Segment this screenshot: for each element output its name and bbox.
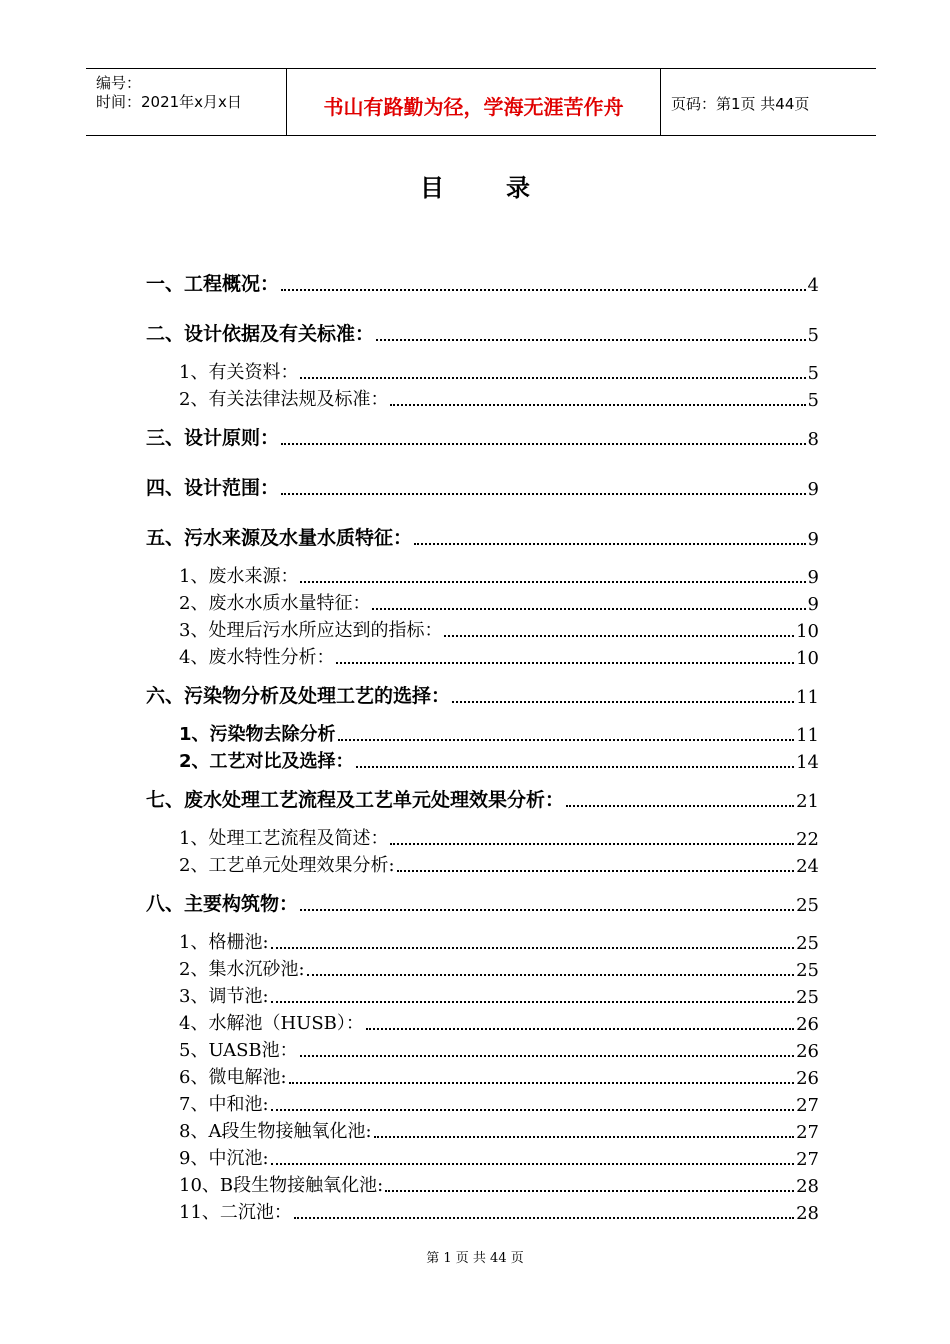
toc-leader (281, 493, 806, 495)
toc-entry[interactable] (179, 616, 819, 642)
toc-entry-label: 2、集水沉砂池: (179, 959, 305, 980)
toc-entry-label: 1、有关资料： (179, 362, 299, 383)
toc-entry-label: 1、格栅池: (179, 932, 269, 953)
toc-entry-page: 5 (807, 390, 819, 411)
toc-entry-page: 24 (796, 856, 819, 877)
toc-entry-label: 11、二沉池： (179, 1202, 292, 1223)
toc-entry[interactable] (179, 1144, 819, 1170)
toc-entry-page: 25 (796, 895, 819, 916)
toc-entry[interactable] (179, 1198, 819, 1224)
document-time-label: 时间：2021年x月x日 (96, 93, 242, 111)
toc-entry-page: 27 (796, 1095, 819, 1116)
toc-leader (300, 1055, 794, 1057)
page-footer: 第 1 页 共 44 页 (426, 1251, 524, 1266)
toc-entry-label: 4、水解池（HUSB）： (179, 1013, 364, 1034)
document-id-label: 编号： (96, 74, 142, 92)
toc-leader (336, 662, 794, 664)
toc-entry[interactable] (146, 524, 819, 550)
toc-entry-page: 10 (796, 648, 819, 669)
toc-entry-page: 27 (796, 1149, 819, 1170)
toc-entry[interactable] (146, 474, 819, 500)
toc-leader (281, 289, 806, 291)
toc-entry-label: 6、微电解池: (179, 1067, 287, 1088)
toc-entry-label: 8、A段生物接触氧化池: (179, 1121, 372, 1142)
toc-entry-page: 25 (796, 960, 819, 981)
toc-entry-label: 3、调节池: (179, 986, 269, 1007)
toc-leader (414, 543, 806, 545)
toc-entry-page: 25 (796, 987, 819, 1008)
toc-leader (376, 339, 806, 341)
toc-entry-label: 四、设计范围： (146, 477, 280, 499)
toc-leader (281, 443, 806, 445)
toc-entry-page: 27 (796, 1122, 819, 1143)
toc-entry[interactable] (179, 1117, 819, 1143)
toc-entry-label: 七、废水处理工艺流程及工艺单元处理效果分析： (146, 789, 565, 811)
toc-entry-label: 5、UASB池： (179, 1040, 298, 1061)
toc-entry-label: 三、设计原则： (146, 427, 280, 449)
toc-entry-label: 八、主要构筑物： (146, 893, 299, 915)
toc-entry[interactable] (179, 1090, 819, 1116)
header-page-info: 页码：第1页 共44页 (671, 95, 810, 113)
toc-entry-label: 7、中和池: (179, 1094, 269, 1115)
toc-entry-page: 25 (796, 933, 819, 954)
header-motto-cell (287, 69, 661, 135)
toc-entry[interactable] (179, 1009, 819, 1035)
toc-entry[interactable] (179, 955, 819, 981)
toc-leader (356, 766, 795, 768)
toc-entry-label: 2、有关法律法规及标准： (179, 389, 389, 410)
toc-leader (300, 909, 794, 911)
toc-entry[interactable] (179, 358, 819, 384)
toc-entry[interactable] (146, 320, 819, 346)
toc-entry[interactable] (179, 720, 819, 746)
toc-entry[interactable] (179, 1036, 819, 1062)
toc-entry-page: 9 (807, 529, 819, 550)
toc-entry-page: 28 (796, 1176, 819, 1197)
toc-entry[interactable] (179, 385, 819, 411)
toc-entry-page: 11 (796, 687, 819, 708)
toc-entry[interactable] (146, 890, 819, 916)
toc-entry-page: 10 (796, 621, 819, 642)
toc-leader (300, 377, 805, 379)
toc-entry-page: 26 (796, 1014, 819, 1035)
toc-entry-page: 14 (796, 752, 819, 773)
toc-leader (271, 1001, 795, 1003)
toc-entry-page: 28 (796, 1203, 819, 1224)
toc-leader (390, 404, 805, 406)
toc-entry-label: 二、设计依据及有关标准： (146, 323, 375, 345)
toc-entry-page: 4 (807, 275, 819, 296)
toc-leader (271, 947, 795, 949)
toc-entry[interactable] (146, 270, 819, 296)
toc-entry[interactable] (146, 682, 819, 708)
toc-entry-page: 21 (796, 791, 819, 812)
toc-entry[interactable] (179, 1171, 819, 1197)
toc-entry-page: 22 (796, 829, 819, 850)
toc-entry[interactable] (179, 562, 819, 588)
toc-entry-page: 8 (807, 429, 819, 450)
toc-entry-label: 六、污染物分析及处理工艺的选择： (146, 685, 451, 707)
toc-entry-label: 五、污水来源及水量水质特征： (146, 527, 413, 549)
toc-entry-label: 10、B段生物接触氧化池: (179, 1175, 384, 1196)
toc-entry-page: 11 (796, 725, 819, 746)
toc-leader (289, 1082, 795, 1084)
toc-leader (372, 608, 805, 610)
toc-leader (374, 1136, 795, 1138)
toc-leader (366, 1028, 794, 1030)
toc-entry[interactable] (179, 824, 819, 850)
toc-entry-label: 3、处理后污水所应达到的指标： (179, 620, 443, 641)
page-header (86, 68, 876, 136)
toc-leader (566, 805, 794, 807)
toc-entry[interactable] (179, 589, 819, 615)
toc-entry[interactable] (146, 424, 819, 450)
toc-entry[interactable] (146, 786, 819, 812)
toc-leader (271, 1163, 795, 1165)
toc-entry-label: 9、中沉池: (179, 1148, 269, 1169)
toc-entry-label: 2、工艺单元处理效果分析: (179, 855, 395, 876)
page-title: 目录 (420, 174, 592, 202)
toc-leader (294, 1217, 794, 1219)
toc-entry-label: 2、工艺对比及选择： (179, 751, 354, 772)
toc-entry-label: 1、废水来源： (179, 566, 299, 587)
toc-leader (338, 739, 795, 741)
toc-entry-page: 9 (807, 594, 819, 615)
header-info-cell (86, 69, 287, 135)
toc-leader (452, 701, 794, 703)
toc-entry[interactable] (179, 928, 819, 954)
toc-entry-page: 5 (807, 363, 819, 384)
toc-entry[interactable] (179, 1063, 819, 1089)
toc-entry-page: 9 (807, 567, 819, 588)
toc-leader (397, 870, 795, 872)
header-page-cell (661, 69, 876, 135)
toc-entry[interactable] (179, 643, 819, 669)
toc-entry[interactable] (179, 982, 819, 1008)
toc-entry-label: 2、废水水质水量特征： (179, 593, 371, 614)
toc-leader (444, 635, 794, 637)
toc-entry-label: 1、处理工艺流程及简述： (179, 828, 389, 849)
toc-leader (300, 581, 805, 583)
toc-entry-page: 9 (807, 479, 819, 500)
toc-entry-page: 26 (796, 1041, 819, 1062)
toc-entry-page: 26 (796, 1068, 819, 1089)
toc-entry-page: 5 (807, 325, 819, 346)
toc-entry[interactable] (179, 747, 819, 773)
toc-leader (307, 974, 795, 976)
header-motto: 书山有路勤为径，学海无涯苦作舟 (323, 95, 624, 119)
toc-entry-label: 一、工程概况： (146, 273, 280, 295)
toc-leader (390, 843, 794, 845)
toc-leader (385, 1190, 794, 1192)
toc-leader (271, 1109, 795, 1111)
toc-entry[interactable] (179, 851, 819, 877)
toc-entry-label: 1、污染物去除分析 (179, 724, 336, 745)
toc-entry-label: 4、废水特性分析： (179, 647, 335, 668)
